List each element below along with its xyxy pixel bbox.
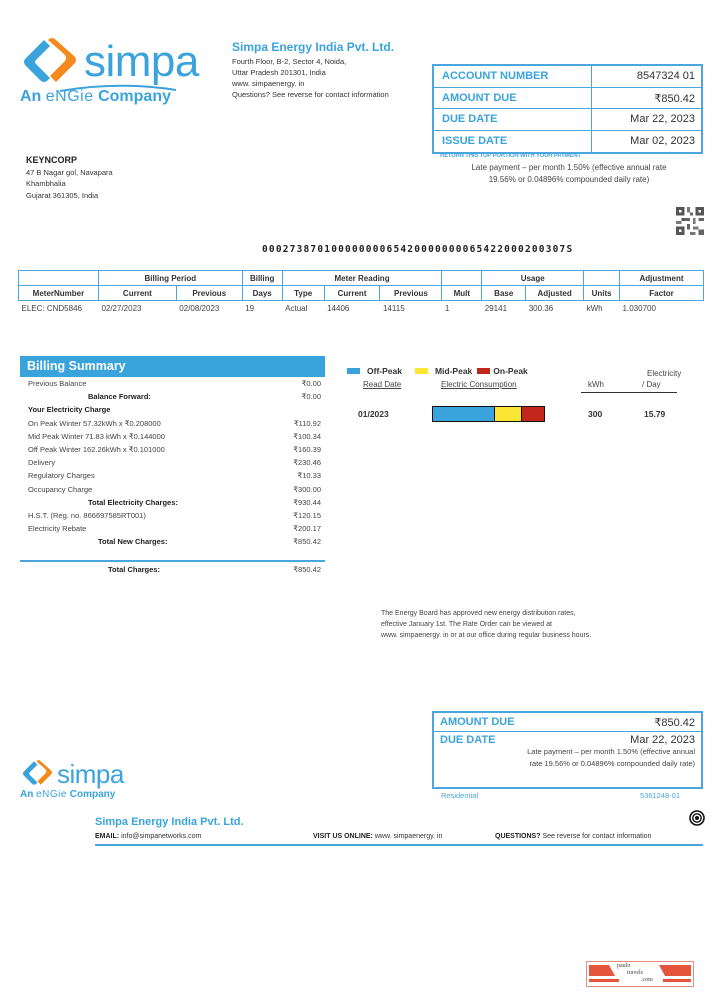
- payment-barcode-number: 00027387010000000065420000000065422000200307S: [262, 244, 574, 255]
- remit-amount-due-label: AMOUNT DUE: [440, 716, 515, 728]
- column-header: Type: [282, 286, 324, 301]
- customer-name: KEYNCORP: [26, 155, 78, 165]
- summary-line: Mid Peak Winter 71.83 kWh x ₹0.144000 ₹100.34: [28, 431, 321, 441]
- billing-summary-title: Billing Summary: [20, 356, 325, 377]
- footer-logo: [20, 759, 124, 800]
- logo-wordmark: simpa: [57, 759, 124, 789]
- logo-tagline: An eNGie Company: [20, 789, 116, 800]
- onpeak-segment: [521, 407, 544, 421]
- due-date-label: DUE DATE: [434, 109, 592, 130]
- account-summary-box: [432, 64, 703, 154]
- due-date-value: Mar 22, 2023: [630, 113, 695, 125]
- table-group-header-row: [19, 271, 704, 286]
- column-header: Mult: [442, 286, 482, 301]
- account-type: Residential: [441, 791, 479, 800]
- table-cell: ELEC: CND5846: [21, 304, 82, 313]
- table-group-header: Usage: [482, 271, 584, 286]
- table-cell: 1: [444, 304, 450, 313]
- table-group-header: [19, 271, 99, 286]
- company-address-line: Uttar Pradesh 201301, India: [232, 68, 326, 77]
- recycle-icon: [689, 810, 705, 826]
- summary-line: Occupancy Charge ₹300.00: [28, 484, 321, 494]
- remit-amount-due-row: [434, 713, 701, 732]
- table-header-row: [19, 286, 704, 301]
- column-header: Days: [242, 286, 282, 301]
- return-portion-note: RETURN THIS TOP PORTION WITH YOUR PAYMENT: [440, 153, 581, 159]
- legend-midpeak: Mid-Peak: [415, 366, 472, 376]
- qr-code-icon: [676, 207, 704, 235]
- consumption-column-label: Electric Consumption: [441, 380, 517, 389]
- table-group-header: Adjustment: [620, 271, 704, 286]
- issue-date-label: ISSUE DATE: [434, 131, 592, 153]
- table-cell: 29141: [484, 304, 508, 313]
- column-header: Previous: [380, 286, 442, 301]
- watermark-logo: paulo travels .com: [586, 961, 694, 987]
- customer-address-line: 47 B Nagar gol, Navapara: [26, 167, 113, 177]
- summary-line: Delivery ₹230.46: [28, 458, 321, 468]
- summary-line: Regulatory Charges ₹10.33: [28, 471, 321, 481]
- amount-due-label: AMOUNT DUE: [434, 88, 592, 109]
- customer-address-line: Khambhalia: [26, 179, 66, 188]
- offpeak-segment: [433, 407, 494, 421]
- summary-subtotal: Total Electricity Charges: ₹930.44: [88, 497, 321, 507]
- footer-contact-email: EMAIL: info@simpanetworks.com: [95, 833, 202, 840]
- per-day-value: 15.79: [644, 409, 666, 419]
- remit-amount-due-value: ₹850.42: [654, 717, 695, 729]
- due-date-row: [434, 109, 701, 131]
- summary-line: Off Peak Winter 162.26kWh x ₹0.101000 ₹160.39: [28, 444, 321, 454]
- issue-date-value: Mar 02, 2023: [630, 134, 695, 147]
- column-header: Units: [584, 286, 620, 301]
- table-cell: 14406: [327, 304, 350, 313]
- summary-line: On Peak Winter 57.32kWh x ₹0.208000 ₹110.92: [28, 418, 321, 428]
- company-questions: Questions? See reverse for contact information: [232, 90, 389, 99]
- column-header: Current: [324, 286, 380, 301]
- offpeak-swatch: [347, 368, 360, 374]
- table-group-header: Billing Period: [98, 271, 242, 286]
- amount-due-value: ₹850.42: [654, 92, 695, 105]
- account-number-row: [434, 66, 701, 88]
- column-header: Previous: [176, 286, 242, 301]
- table-cell: 02/27/2023: [101, 304, 142, 313]
- logo-tagline: An eNGie Company: [20, 88, 171, 105]
- company-website: www. simpaenergy. in: [232, 79, 305, 88]
- remittance-box: [432, 711, 703, 789]
- midpeak-swatch: [415, 368, 428, 374]
- summary-line: Balance Forward: ₹0.00: [88, 392, 321, 402]
- simpa-logo-mark-icon: [20, 36, 82, 86]
- footer-rule: [95, 844, 703, 846]
- remit-due-date-value: Mar 22, 2023: [630, 734, 695, 746]
- footer-website: VISIT US ONLINE: www. simpaenergy. in: [313, 833, 443, 840]
- table-cell: 02/08/2023: [179, 304, 220, 313]
- account-reference: 5361248-01: [640, 791, 681, 800]
- column-header: Current: [98, 286, 176, 301]
- amount-due-row: [434, 88, 701, 110]
- footer-company-name: Simpa Energy India Pvt. Ltd.: [95, 816, 244, 828]
- meter-reading-table: [18, 270, 704, 316]
- legend-offpeak: Off-Peak: [347, 366, 402, 376]
- summary-line: Electricity Rebate ₹200.17: [28, 524, 321, 534]
- midpeak-segment: [494, 407, 521, 421]
- table-cell: 300.36: [528, 304, 554, 313]
- late-payment-note: Late payment – per month 1.50% (effective annual rate 19.56% or 0.04896% compounded daily rate): [471, 163, 667, 184]
- table-group-header: Meter Reading: [282, 271, 442, 286]
- summary-divider: [20, 560, 325, 562]
- remit-due-date-row: [434, 732, 701, 746]
- usage-header-rule: [581, 392, 677, 393]
- column-header: Adjusted: [526, 286, 584, 301]
- table-cell: 14115: [382, 304, 405, 313]
- summary-section-heading: Your Electricity Charge: [28, 405, 111, 415]
- table-group-header: [442, 271, 482, 286]
- account-number-value: 8547324 01: [636, 70, 695, 82]
- company-name: Simpa Energy India Pvt. Ltd.: [232, 40, 395, 54]
- legend-onpeak: On-Peak: [477, 366, 528, 376]
- table-group-header: [584, 271, 620, 286]
- read-date-column-label: Read Date: [363, 380, 402, 389]
- remit-late-payment-note: Late payment – per month 1.50% (effective annual rate 19.56% or 0.04896% compounded daily rate): [527, 747, 695, 768]
- table-row: [19, 301, 704, 317]
- simpa-logo-mark-icon: [20, 759, 56, 787]
- kwh-column-label: kWh: [588, 380, 604, 389]
- summary-line: Previous Balance ₹0.00: [28, 379, 321, 388]
- column-header: Base: [482, 286, 526, 301]
- table-group-header: Billing: [242, 271, 282, 286]
- consumption-legend: [347, 366, 533, 376]
- footer-questions: QUESTIONS? See reverse for contact information: [495, 833, 652, 840]
- table-cell: 1.030700: [622, 304, 656, 313]
- electricity-column-label: Electricity: [647, 369, 682, 378]
- onpeak-swatch: [477, 368, 490, 374]
- account-number-label: ACCOUNT NUMBER: [434, 66, 592, 87]
- customer-address: [26, 155, 113, 201]
- logo-swoosh-icon: [58, 84, 178, 92]
- billing-summary: [20, 356, 325, 577]
- table-cell: 19: [245, 304, 255, 313]
- kwh-value: 300: [588, 409, 603, 419]
- company-logo: [20, 36, 199, 106]
- summary-line: H.S.T. (Reg. no. 866697585RT001) ₹120.15: [28, 510, 321, 520]
- customer-address-line: Gujarat 361305, India: [26, 190, 99, 200]
- per-day-column-label: / Day: [642, 380, 661, 389]
- rate-notice: The Energy Board has approved new energy distribution rates, effective January 1st. The Rate Order can be viewed at www. simpaenergy. in or at our office during regular business hours.: [381, 610, 592, 639]
- issue-date-row: [434, 131, 701, 153]
- read-date-value: 01/2023: [358, 409, 389, 419]
- column-header: MeterNumber: [19, 286, 99, 301]
- consumption-bar: [432, 406, 545, 422]
- company-address-line: Fourth Floor, B-2, Sector 4, Noida,: [232, 57, 347, 66]
- column-header: Factor: [620, 286, 704, 301]
- company-header: [232, 40, 394, 100]
- table-cell: Actual: [285, 304, 308, 313]
- logo-wordmark: simpa: [84, 37, 199, 86]
- grand-total: Total Charges: ₹850.42: [108, 565, 321, 575]
- summary-subtotal: Total New Charges: ₹850.42: [98, 537, 321, 547]
- table-cell: kWh: [586, 304, 603, 313]
- remit-due-date-label: DUE DATE: [440, 734, 496, 746]
